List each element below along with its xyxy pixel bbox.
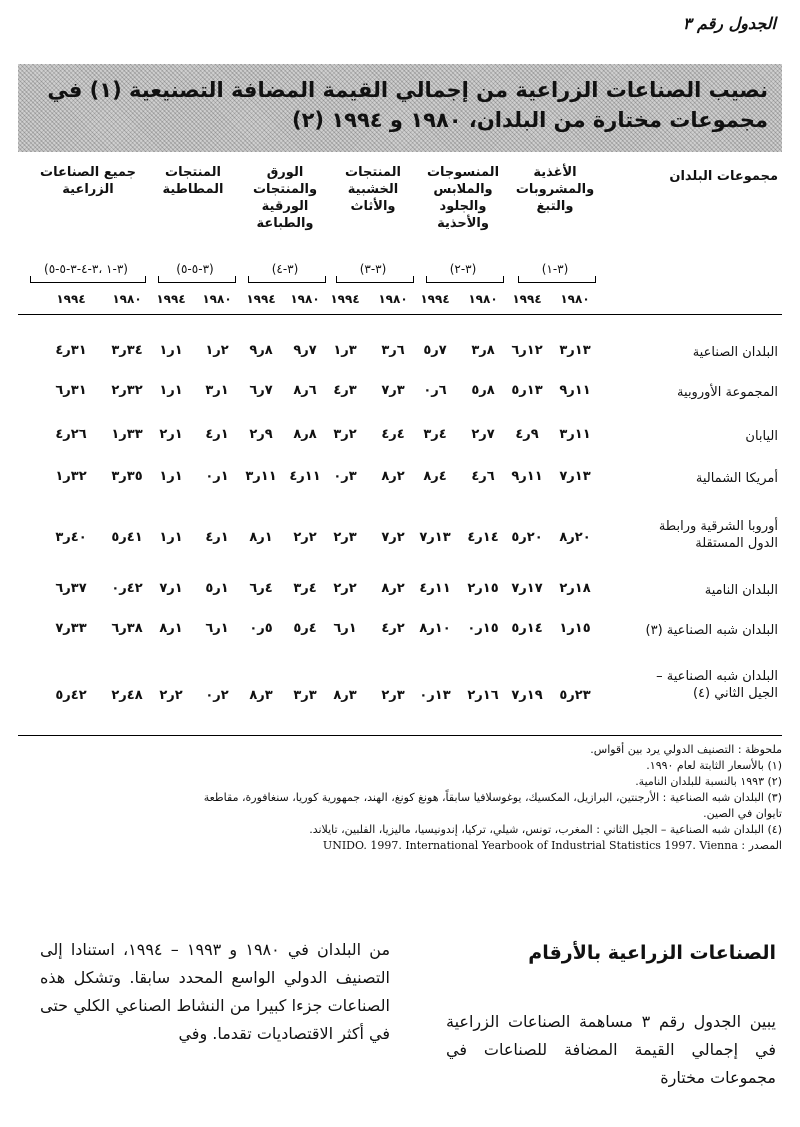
- header-col-textiles: المنسوجات والملابس والجلود والأحذية: [426, 165, 500, 231]
- table-cell: ٢ر٨: [381, 581, 405, 596]
- note-1: (١) بالأسعار الثابتة لعام ١٩٩٠.: [646, 759, 782, 772]
- table-cell: ٤٢ر٠: [111, 581, 143, 596]
- note-4: (٤) البلدان شبه الصناعية – الجيل الثاني : المغرب، تونس، شيلي، تركيا، إندونيسيا، ماليزيا، الفلبين، تايلاند.: [309, 823, 782, 836]
- table-cell: ٣ر٤: [333, 383, 357, 398]
- table-cell: ١ر٦: [333, 621, 357, 636]
- year-header: ١٩٨٠: [202, 292, 232, 306]
- table-cell: ٣ر٢: [333, 530, 357, 545]
- table-cell: ٧ر٥: [423, 343, 447, 358]
- table-title-line1: نصيب الصناعات الزراعية من إجمالي القيمة المضافة التصنيعية (١) في: [47, 78, 768, 102]
- table-cell: ٣١ر٤: [55, 343, 87, 358]
- table-cell: ٢ر٧: [381, 530, 405, 545]
- table-cell: ٦ر٠: [423, 383, 447, 398]
- note-0: ملحوظة : التصنيف الدولي يرد بين أقواس.: [590, 743, 782, 756]
- code-wood: (٣-٣): [359, 262, 387, 276]
- header-col-food: الأغذية والمشروبات والتبغ: [515, 165, 595, 214]
- table-cell: ٧ر٩: [293, 343, 317, 358]
- table-cell: ٤٠ر٣: [55, 530, 87, 545]
- table-cell: ٨ر٥: [471, 383, 495, 398]
- table-cell: ٤ر٣: [423, 427, 447, 442]
- table-cell: ٤ر٤: [381, 427, 405, 442]
- table-cell: ٣ر٨: [249, 688, 273, 703]
- table-cell: ٢ر٣: [333, 427, 357, 442]
- row-label: أوروبا الشرقية ورابطة الدول المستقلة: [658, 519, 778, 551]
- table-cell: ١٣ر٣: [559, 343, 591, 358]
- table-title-line2: مجموعات مختارة من البلدان، ١٩٨٠ و ١٩٩٤ (٢): [291, 108, 768, 132]
- table-cell: ٣٢ر١: [55, 469, 87, 484]
- table-cell: ١٥ر٠: [467, 621, 499, 636]
- table-cell: ٥ر٠: [249, 621, 273, 636]
- notes: [18, 742, 782, 854]
- table-cell: ٣ر٠: [333, 469, 357, 484]
- bracket-textiles: [426, 276, 504, 283]
- table-cell: ١٣ر٧: [559, 469, 591, 484]
- table-cell: ١٠ر٨: [419, 621, 451, 636]
- bracket-all: [30, 276, 146, 283]
- table-cell: ٢ر٨: [381, 469, 405, 484]
- year-header: ١٩٨٠: [378, 292, 408, 306]
- table-cell: ١٥ر١: [559, 621, 591, 636]
- table-cell: ١ر٧: [159, 581, 183, 596]
- table-cell: ٧ر٢: [471, 427, 495, 442]
- table-cell: ١١ر٤: [289, 469, 321, 484]
- code-all: (٣-١ ،٣-٤-٣-٥-٥): [44, 262, 128, 276]
- table-cell: ١٣ر٥: [511, 383, 543, 398]
- header-col-rubber: المنتجات المطاطية: [162, 165, 224, 197]
- table-cell: ٤ر٨: [423, 469, 447, 484]
- table-cell: ٣ر٧: [381, 383, 405, 398]
- table-cell: ١٩ر٧: [511, 688, 543, 703]
- table-cell: ٤٢ر٥: [55, 688, 87, 703]
- table-cell: ١١ر٣: [559, 427, 591, 442]
- year-header: ١٩٩٤: [330, 292, 360, 306]
- table-cell: ١١ر٩: [511, 469, 543, 484]
- table-cell: ١ر٨: [159, 621, 183, 636]
- table-cell: ٦ر٣: [381, 343, 405, 358]
- table-cell: ٣ر١: [333, 343, 357, 358]
- table-cell: ١ر٨: [249, 530, 273, 545]
- table-cell: ٨ر٩: [249, 343, 273, 358]
- table-cell: ٦ر٨: [293, 383, 317, 398]
- table-title-box: [18, 64, 782, 152]
- note-3: (٣) البلدان شبه الصناعية : الأرجنتين، البرازيل، المكسيك، يوغوسلافيا سابقاً، هونغ كونغ، الهند، جمهورية كوريا، سنغافورة، مقاطعة: [203, 791, 782, 804]
- table-cell: ١ر٦: [205, 621, 229, 636]
- table-cell: ١ر٤: [205, 427, 229, 442]
- table-cell: ٢ر٤: [381, 621, 405, 636]
- table-label: الجدول رقم ٣: [682, 14, 776, 33]
- note-2: (٢) ١٩٩٣ بالنسبة للبلدان النامية.: [635, 775, 782, 788]
- code-paper: (٣-٤): [271, 262, 299, 276]
- table-cell: ٣١ر٦: [55, 383, 87, 398]
- table-cell: ١ر١: [159, 530, 183, 545]
- table-cell: ١١ر٩: [559, 383, 591, 398]
- table-cell: ٦ر٤: [471, 469, 495, 484]
- table-cell: ١١ر٤: [419, 581, 451, 596]
- table-cell: ١ر٤: [205, 530, 229, 545]
- bracket-rubber: [158, 276, 236, 283]
- table-cell: ١ر١: [159, 383, 183, 398]
- bracket-paper: [248, 276, 326, 283]
- table-cell: ٤ر٣: [293, 581, 317, 596]
- table-cell: ٣٥ر٣: [111, 469, 143, 484]
- table-cell: ١١ر٣: [245, 469, 277, 484]
- table-cell: ٨ر٨: [293, 427, 317, 442]
- header-country-groups: مجموعات البلدان: [669, 169, 778, 184]
- table-cell: ١٨ر٢: [559, 581, 591, 596]
- row-label: البلدان شبه الصناعية – الجيل الثاني (٤): [656, 669, 778, 701]
- header-col-all: جميع الصناعات الزراعية: [40, 165, 136, 197]
- table-cell: ٩ر٢: [249, 427, 273, 442]
- year-header: ١٩٨٠: [112, 292, 142, 306]
- table-cell: ٣٧ر٦: [55, 581, 87, 596]
- table-cell: ٧ر٦: [249, 383, 273, 398]
- section-heading: الصناعات الزراعية بالأرقام: [528, 942, 776, 964]
- bracket-food: [518, 276, 596, 283]
- table-cell: ١٣ر٧: [419, 530, 451, 545]
- year-header: ١٩٨٠: [560, 292, 590, 306]
- table-cell: ٣٤ر٣: [111, 343, 143, 358]
- table-cell: ٢ر٢: [333, 581, 357, 596]
- table-cell: ٢٦ر٤: [55, 427, 87, 442]
- table-cell: ٣ر٢: [381, 688, 405, 703]
- article-left-column: من البلدان في ١٩٨٠ و ١٩٩٣ – ١٩٩٤، استنادا إلى التصنيف الدولي الواسع المحدد سابقا. وتشكل هذه الصناعات جزءا كبيرا من النشاط الصناعي الكلي حتى في أكثر الاقتصاديات تقدما. وفي: [40, 940, 391, 1043]
- year-header: ١٩٩٤: [420, 292, 450, 306]
- table-cell: ٤ر٦: [249, 581, 273, 596]
- table-cell: ٢ر٢: [159, 688, 183, 703]
- note-3-cont: تايوان في الصين.: [703, 807, 782, 820]
- table-cell: ٢ر٢: [293, 530, 317, 545]
- year-header: ١٩٨٠: [468, 292, 498, 306]
- row-label: المجموعة الأوروبية: [677, 385, 778, 400]
- year-header: ١٩٩٤: [156, 292, 186, 306]
- row-label: اليابان: [745, 429, 778, 444]
- table-cell: ٣٣ر٧: [55, 621, 87, 636]
- year-header: ١٩٩٤: [512, 292, 542, 306]
- table-cell: ٣٢ر٢: [111, 383, 143, 398]
- article-right-column: يبين الجدول رقم ٣ مساهمة الصناعات الزراعية في إجمالي القيمة المضافة للصناعات في مجموعات مختارة: [446, 1012, 776, 1087]
- table-cell: ١ر١: [159, 469, 183, 484]
- header-col-wood: المنتجات الخشبية والأثاث: [345, 165, 401, 214]
- table-cell: ١٧ر٧: [511, 581, 543, 596]
- table-cell: ١ر٠: [205, 469, 229, 484]
- table-cell: ٢٠ر٥: [511, 530, 543, 545]
- row-label: البلدان الصناعية: [692, 345, 778, 360]
- table-cell: ١ر٣: [205, 383, 229, 398]
- year-header: ١٩٩٤: [56, 292, 86, 306]
- row-label: البلدان شبه الصناعية (٣): [645, 623, 778, 638]
- table-cell: ٤١ر٥: [111, 530, 143, 545]
- header-col-paper: الورق والمنتجات الورقية والطباعة: [252, 165, 318, 231]
- source-text: UNIDO. 1997. International Yearbook of Industrial Statistics 1997. Vienna: [322, 839, 738, 852]
- table-cell: ٣ر٨: [333, 688, 357, 703]
- table-cell: ٣٣ر١: [111, 427, 143, 442]
- table-cell: ٤٨ر٢: [111, 688, 143, 703]
- table-cell: ٢٠ر٨: [559, 530, 591, 545]
- bracket-wood: [336, 276, 414, 283]
- table-cell: ٨ر٣: [471, 343, 495, 358]
- table-cell: ٢٣ر٥: [559, 688, 591, 703]
- header-rule: [18, 314, 782, 315]
- table-cell: ١٦ر٢: [467, 688, 499, 703]
- table-cell: ٩ر٤: [515, 427, 539, 442]
- code-rubber: (٣-٥-٥): [176, 262, 214, 276]
- table-cell: ١ر٥: [205, 581, 229, 596]
- table-cell: ١٥ر٢: [467, 581, 499, 596]
- source-label: المصدر :: [741, 839, 782, 852]
- table-cell: ١ر١: [159, 343, 183, 358]
- table-cell: ٢ر١: [205, 343, 229, 358]
- row-label: أمريكا الشمالية: [695, 471, 778, 486]
- table-bottom-rule: [18, 735, 782, 736]
- table-cell: ٤ر٥: [293, 621, 317, 636]
- table-cell: ١ر٢: [159, 427, 183, 442]
- year-header: ١٩٨٠: [290, 292, 320, 306]
- table-cell: ١٤ر٥: [511, 621, 543, 636]
- code-food: (٣-١): [541, 262, 569, 276]
- year-header: ١٩٩٤: [246, 292, 276, 306]
- code-textiles: (٣-٢): [449, 262, 477, 276]
- row-label: البلدان النامية: [704, 583, 778, 598]
- table-cell: ٣ر٣: [293, 688, 317, 703]
- table-cell: ٣٨ر٦: [111, 621, 143, 636]
- source-line: [18, 838, 782, 854]
- table-cell: ١٤ر٤: [467, 530, 499, 545]
- table-cell: ٢ر٠: [205, 688, 229, 703]
- table-cell: ١٣ر٠: [419, 688, 451, 703]
- table-cell: ١٢ر٦: [511, 343, 543, 358]
